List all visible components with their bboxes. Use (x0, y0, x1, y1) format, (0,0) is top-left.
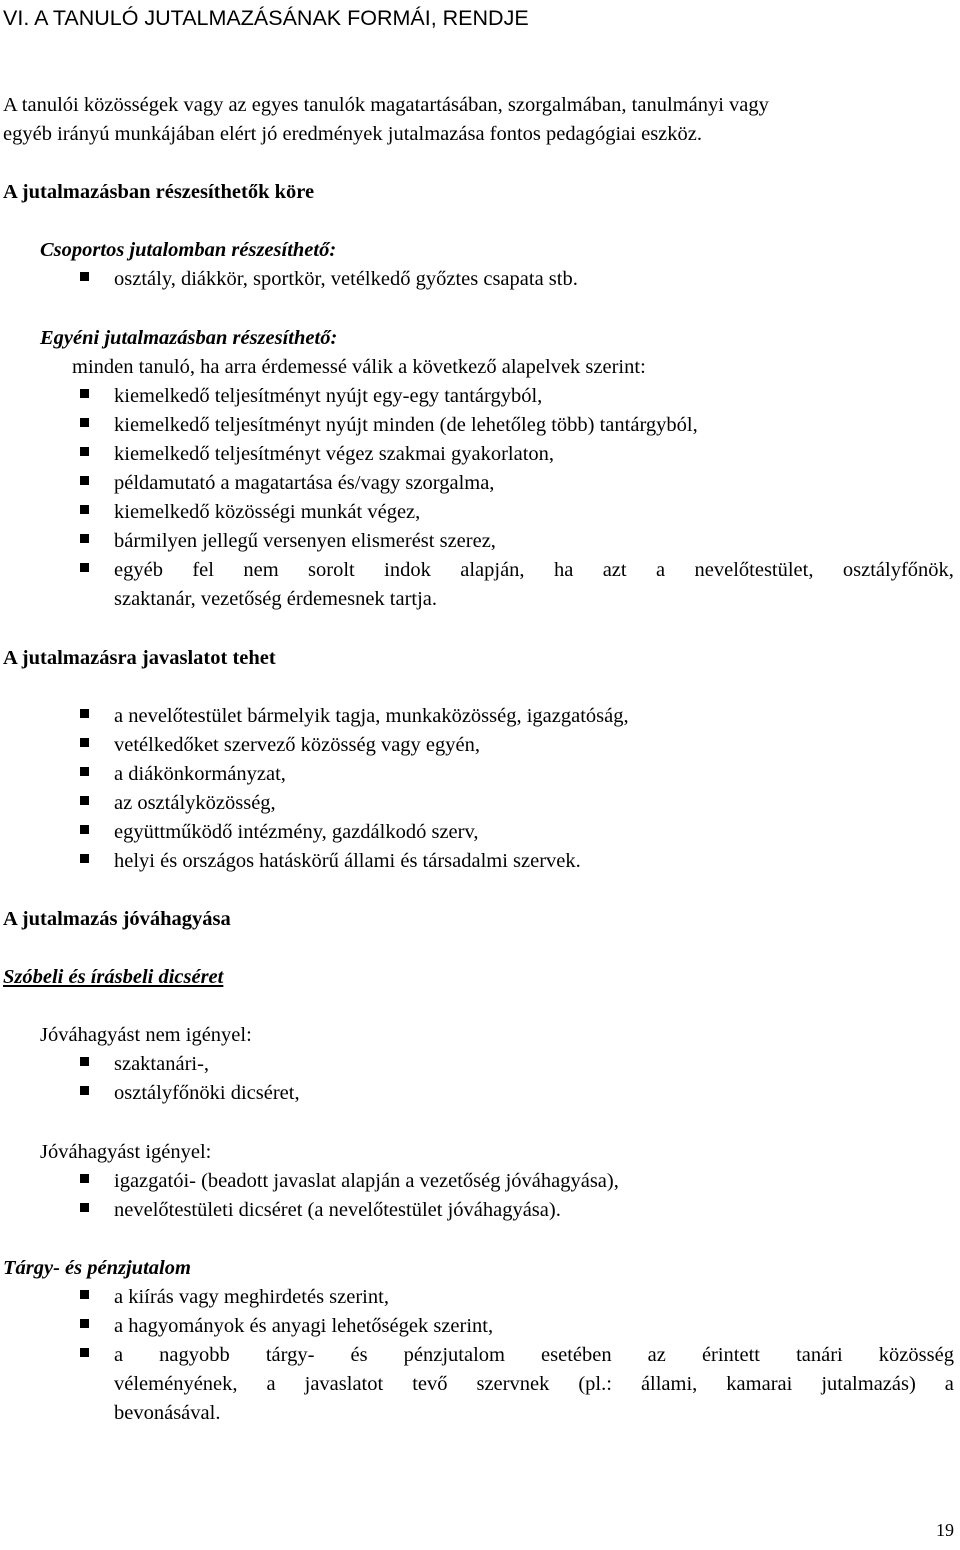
justified-word: érintett (701, 1344, 760, 1366)
justified-word: az (647, 1344, 666, 1366)
justified-word: tevő (412, 1373, 448, 1395)
individual-item: kiemelkedő teljesítményt végez szakmai gyakorlaton, (114, 443, 555, 465)
justified-word: nem (243, 559, 279, 581)
bullet-icon (80, 272, 89, 281)
material-item: a kiírás vagy meghirdetés szerint, (114, 1286, 389, 1308)
bullet-icon (80, 767, 89, 776)
no-approval-item: szaktanári-, (114, 1053, 210, 1075)
proposal-item: a nevelőtestület bármelyik tagja, munkaközösség, igazgatóság, (114, 705, 629, 727)
bullet-icon (80, 534, 89, 543)
bullet-icon (80, 1290, 89, 1299)
individual-item: kiemelkedő teljesítményt nyújt egy-egy tantárgyból, (114, 385, 543, 407)
proposal-item: helyi és országos hatáskörű állami és társadalmi szervek. (114, 850, 581, 872)
justified-word: a (656, 559, 666, 581)
justified-word: esetében (541, 1344, 612, 1366)
justified-word: szervnek (476, 1373, 550, 1395)
justified-word: osztályfőnök, (842, 559, 954, 581)
group-reward-item: osztály, diákkör, sportkör, vetélkedő győztes csapata stb. (114, 268, 578, 290)
bullet-icon (80, 476, 89, 485)
individual-reward-heading: Egyéni jutalmazásban részesíthető: (40, 327, 338, 349)
bullet-icon (80, 1174, 89, 1183)
justified-word: azt (602, 559, 627, 581)
bullet-icon (80, 709, 89, 718)
proposal-item: a diákönkormányzat, (114, 763, 286, 785)
bullet-icon (80, 447, 89, 456)
individual-item-last-line-2: szaktanár, vezetőség érdemesnek tartja. (114, 588, 438, 610)
individual-item: kiemelkedő teljesítményt nyújt minden (de lehetőleg több) tantárgyból, (114, 414, 698, 436)
bullet-icon (80, 505, 89, 514)
bullet-icon (80, 854, 89, 863)
individual-item: példamutató a magatartása és/vagy szorgalma, (114, 472, 495, 494)
justified-word: tanári (796, 1344, 843, 1366)
bullet-icon (80, 418, 89, 427)
justified-word: jutalmazás) (821, 1373, 916, 1395)
justified-word: tárgy- (265, 1344, 315, 1366)
justified-word: a (944, 1373, 954, 1395)
bullet-icon (80, 1057, 89, 1066)
justified-word: véleményének, (114, 1373, 238, 1395)
proposal-item: vetélkedőket szervező közösség vagy egyén, (114, 734, 481, 756)
page-number: 19 (936, 1520, 954, 1540)
bullet-icon (80, 1348, 89, 1357)
material-item-last-line-3: bevonásával. (114, 1402, 221, 1424)
group-reward-heading: Csoportos jutalomban részesíthető: (40, 239, 337, 261)
justified-word: és (350, 1344, 368, 1366)
bullet-icon (80, 563, 89, 572)
proposal-item: együttműködő intézmény, gazdálkodó szerv, (114, 821, 479, 843)
justified-word: a (114, 1344, 124, 1366)
bullet-icon (80, 389, 89, 398)
proposal-heading: A jutalmazásra javaslatot tehet (3, 647, 276, 669)
intro-line-2: egyéb irányú munkájában elért jó eredmények jutalmazása fontos pedagógiai eszköz. (3, 123, 703, 145)
justified-word: nagyobb (159, 1344, 230, 1366)
approval-label: Jóváhagyást igényel: (40, 1141, 212, 1163)
justified-word: indok (384, 559, 431, 581)
material-item-last-line-1 (114, 1341, 954, 1370)
bullet-icon (80, 796, 89, 805)
bullet-icon (80, 825, 89, 834)
individual-item: kiemelkedő közösségi munkát végez, (114, 501, 421, 523)
intro-line-1: A tanulói közösségek vagy az egyes tanulók magatartásában, szorgalmában, tanulmányi vagy (3, 94, 769, 116)
material-item: a hagyományok és anyagi lehetőségek szerint, (114, 1315, 494, 1337)
justified-word: közösség (878, 1344, 954, 1366)
chapter-title: VI. A TANULÓ JUTALMAZÁSÁNAK FORMÁI, RENDJE (3, 6, 529, 30)
praise-heading: Szóbeli és írásbeli dicséret (3, 966, 224, 988)
justified-word: (pl.: (578, 1373, 612, 1395)
justified-word: pénzjutalom (403, 1344, 505, 1366)
justified-word: sorolt (308, 559, 355, 581)
justified-word: a (266, 1373, 276, 1395)
bullet-icon (80, 1319, 89, 1328)
no-approval-label: Jóváhagyást nem igényel: (40, 1024, 252, 1046)
proposal-item: az osztályközösség, (114, 792, 276, 814)
justified-word: állami, (640, 1373, 698, 1395)
individual-reward-intro: minden tanuló, ha arra érdemessé válik a következő alapelvek szerint: (72, 356, 646, 378)
justified-word: egyéb (114, 559, 163, 581)
approval-item: nevelőtestületi dicséret (a nevelőtestület jóváhagyása). (114, 1199, 561, 1221)
individual-item-last-line-1 (114, 556, 954, 585)
justified-word: javaslatot (304, 1373, 384, 1395)
justified-word: nevelőtestület, (694, 559, 814, 581)
bullet-icon (80, 1203, 89, 1212)
approval-item: igazgatói- (beadott javaslat alapján a vezetőség jóváhagyása), (114, 1170, 619, 1192)
material-heading: Tárgy- és pénzjutalom (3, 1257, 191, 1279)
justified-word: alapján, (460, 559, 525, 581)
circle-heading: A jutalmazásban részesíthetők köre (3, 181, 315, 203)
approval-heading: A jutalmazás jóváhagyása (3, 908, 231, 930)
no-approval-item: osztályfőnöki dicséret, (114, 1082, 300, 1104)
material-item-last-line-2 (114, 1370, 954, 1399)
justified-word: fel (192, 559, 214, 581)
bullet-icon (80, 738, 89, 747)
justified-word: kamarai (726, 1373, 793, 1395)
bullet-icon (80, 1086, 89, 1095)
individual-item: bármilyen jellegű versenyen elismerést szerez, (114, 530, 496, 552)
justified-word: ha (553, 559, 574, 581)
